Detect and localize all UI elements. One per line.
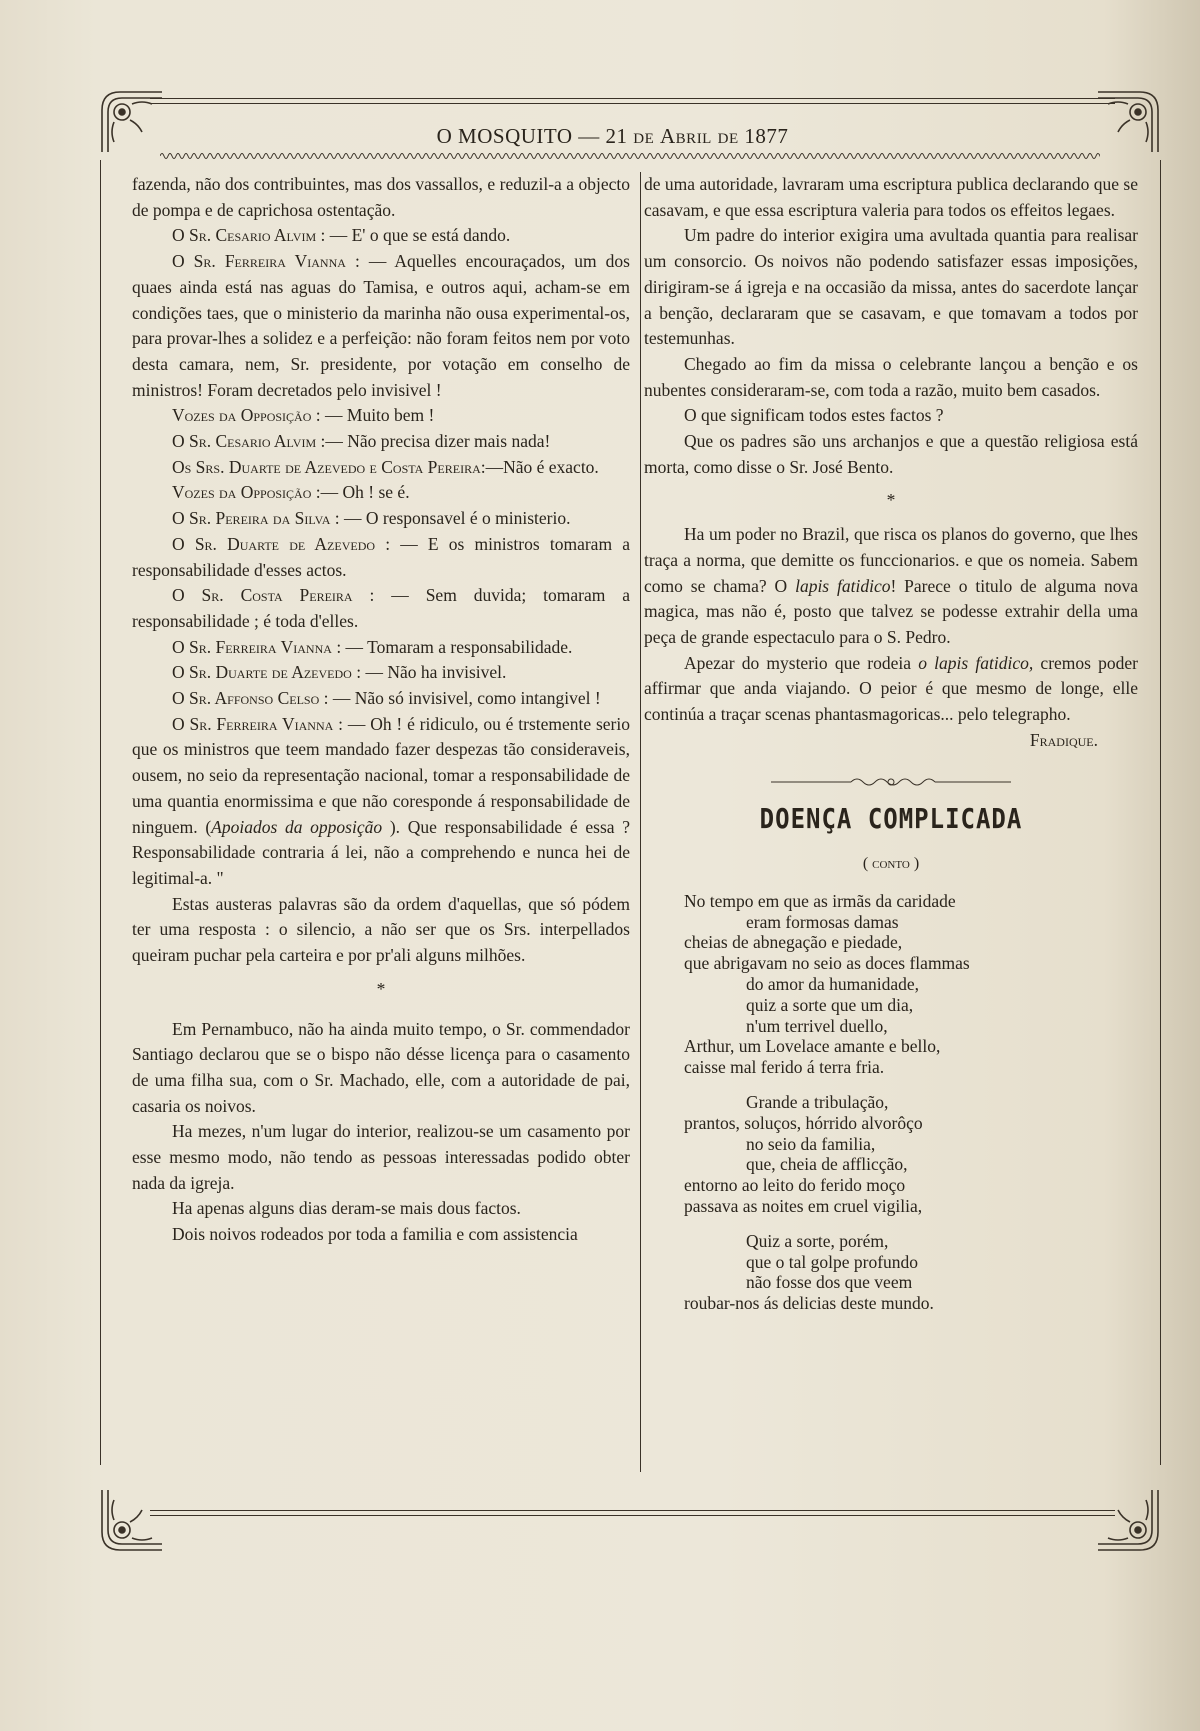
frame-bottom-rule-inner — [150, 1515, 1115, 1516]
frame-right-rule — [1160, 160, 1161, 1465]
speech — [132, 712, 630, 892]
verse-line: no seio da familia, — [746, 1133, 876, 1154]
column-divider — [640, 172, 641, 1472]
speaker: O Sr. Ferreira Vianna — [172, 636, 332, 657]
verse-line: roubar-nos ás delicias deste mundo. — [684, 1293, 934, 1314]
speech-text: : — Muito bem ! — [315, 405, 435, 426]
speech-text: : — Tomaram a responsabilidade. — [336, 636, 573, 657]
verse-line: eram formosas damas — [746, 911, 899, 932]
speech-text: : — O responsavel é o ministerio. — [334, 508, 571, 529]
verse-line: que abrigavam no seio as doces flammas — [684, 953, 970, 974]
italic-aside: Apoiados da opposição — [211, 816, 383, 837]
speech — [132, 660, 630, 686]
speech-text: : — E' o que se está dando. — [320, 225, 511, 246]
masthead-dash: — — [578, 124, 600, 148]
speech — [132, 506, 630, 532]
paragraph: Em Pernambuco, não ha ainda muito tempo, o Sr. commendador Santiago declarou que se o bispo não désse licença para o casamento de uma filha sua, com o Sr. Machado, elle, com a autoridade de pai, casaria os noivos. — [132, 1018, 630, 1116]
story-subtitle: ( conto ) — [862, 855, 920, 873]
verse-line: cheias de abnegação e piedade, — [684, 932, 903, 953]
speech — [132, 249, 630, 403]
speech — [132, 583, 630, 634]
verse-line: prantos, soluços, hórrido alvorôço — [684, 1112, 923, 1133]
frame-left-rule — [100, 160, 101, 1465]
verse-line: quiz a sorte que um dia, — [746, 994, 914, 1015]
wavy-rule-icon — [160, 150, 1100, 162]
speech — [132, 686, 630, 712]
verse-line: passava as noites em cruel vigilia, — [684, 1196, 923, 1217]
paragraph: Ha apenas alguns dias deram-se mais dous factos. — [172, 1198, 521, 1219]
poem — [644, 891, 1138, 1314]
verse-line: não fosse dos que veem — [746, 1272, 913, 1293]
story-title: DOENÇA COMPLICADA — [759, 803, 1023, 836]
frame-top-rule — [150, 98, 1115, 99]
speaker: O Sr. Ferreira Vianna — [172, 713, 334, 734]
masthead-de: de — [633, 124, 655, 148]
italic-phrase: lapis fatidico — [795, 575, 891, 596]
paragraph: Estas austeras palavras são da ordem d'aquellas, que só pódem ter uma resposta : o silencio, a não ser que os Srs. interpellados queiram puchar pela carteira e por pr'ali alguns milhões. — [132, 893, 630, 966]
speech — [132, 223, 630, 249]
speaker: O Sr. Cesario Alvim — [172, 431, 317, 452]
speech — [132, 403, 630, 429]
frame-bottom-rule — [150, 1510, 1115, 1511]
right-column — [644, 172, 1138, 1314]
signature: Fradique. — [1029, 729, 1098, 750]
speech-text: : — Aquelles encouraçados, um dos quaes ainda está nas aguas do Tamisa, e outros aqui, acham-se em condições taes, que o ministerio da marinha não ousa experimental-os, para provar-lhes a solidez e a perfeição: não foram feitos nem por voto desta camara, nem, Sr. presidente, por votação em conselho de ministros! Foram decretados pelo invisivel ! — [132, 251, 630, 400]
verse-line: do amor da humanidade, — [746, 974, 920, 995]
paragraph: fazenda, não dos contribuintes, mas dos vassallos, e reduzil-a a objecto de pompa e de caprichosa ostentação. — [132, 174, 630, 220]
verse-line: que, cheia de afflicção, — [746, 1154, 908, 1175]
speech-text: :— Oh ! se é. — [315, 482, 410, 503]
section-separator: * — [376, 978, 386, 999]
stanza-gap — [684, 1078, 1138, 1092]
verse-line: n'um terrivel duello, — [746, 1015, 888, 1036]
speech-text: :— Não precisa dizer mais nada! — [320, 431, 551, 452]
masthead-month: Abril — [660, 124, 712, 148]
speaker: O Sr. Duarte de Azevedo — [172, 533, 376, 554]
speaker: O Sr. Cesario Alvim — [172, 225, 317, 246]
corner-ornament-icon — [1088, 82, 1168, 162]
speech-text: : — Oh ! é ridiculo, ou é trstemente serio que os ministros que teem mandado fazer despezas tão consideraveis, ousem, no seio da representação nacional, tomar a responsabilidade de uma quantia enormissima e que não coresponde á responsabilidade de ninguem. ( — [132, 713, 630, 837]
verse-line: Arthur, um Lovelace amante e bello, — [684, 1036, 941, 1057]
masthead-year: 1877 — [744, 124, 789, 148]
speaker: Os Srs. Duarte de Azevedo e Costa Pereira — [172, 456, 481, 477]
paragraph: Dois noivos rodeados por toda a familia e com assistencia — [172, 1224, 578, 1245]
frame-top-rule-inner — [150, 103, 1115, 104]
speech-text: ). Que responsabilidade é essa ? Responsabilidade contraria á lei, não a comprehendo e nunca hei de legitimal-a. " — [132, 816, 630, 888]
speech — [132, 429, 630, 455]
verse-line: que o tal golpe profundo — [746, 1251, 919, 1272]
paragraph-text: cremos poder affirmar que anda viajando. O peior é que mesmo de longe, elle continúa a traçar scenas phantasmagoricas... pelo telegrapho. — [644, 652, 1138, 725]
verse-line: entorno ao leito do ferido moço — [684, 1175, 906, 1196]
speech-text: : — Sem duvida; tomaram a responsabilidade ; é toda d'elles. — [132, 585, 630, 631]
italic-phrase: o lapis fatidico, — [918, 652, 1034, 673]
section-separator: * — [886, 490, 896, 511]
speech-text: : — Não ha invisivel. — [356, 662, 507, 683]
verse-line: caisse mal ferido á terra fria. — [684, 1057, 885, 1078]
verse-line: No tempo em que as irmãs da caridade — [684, 890, 956, 911]
paragraph: Chegado ao fim da missa o celebrante lançou a benção e os nubentes consideraram-se, com toda a razão, muito bem casados. — [644, 353, 1138, 400]
speaker: O Sr. Duarte de Azevedo — [172, 662, 352, 683]
masthead-title: O MOSQUITO — [436, 124, 573, 148]
paragraph — [644, 651, 1138, 728]
speaker: O Sr. Affonso Celso — [172, 688, 320, 709]
speaker: O Sr. Ferreira Vianna — [172, 251, 346, 272]
speech — [132, 480, 630, 506]
corner-ornament-icon — [1088, 1480, 1168, 1560]
masthead — [150, 124, 1075, 149]
speaker: Vozes da Opposição — [172, 482, 312, 503]
stanza — [684, 1092, 1138, 1217]
speech — [132, 455, 630, 481]
stanza-gap — [684, 1217, 1138, 1231]
paragraph: de uma autoridade, lavraram uma escriptura publica declarando que se casavam, e que essa escriptura valeria para todos os effeitos legaes. — [644, 174, 1138, 220]
masthead-de: de — [717, 124, 739, 148]
corner-ornament-icon — [92, 1480, 172, 1560]
speech-text: : — Não só invisivel, como intangivel ! — [323, 688, 601, 709]
speech-text: : — E os ministros tomaram a responsabilidade d'esses actos. — [132, 533, 630, 580]
paragraph: Ha mezes, n'um lugar do interior, realizou-se um casamento por esse mesmo modo, não tendo as pessoas interessadas podido obter nada da igreja. — [132, 1121, 630, 1193]
paragraph-text: Ha um poder no Brazil, que risca os planos do governo, que lhes traça a norma, que demitte os funccionarios. e que os nomeia. Sabem como se chama? O — [644, 524, 1138, 596]
paragraph-text: Apezar do mysterio que rodeia — [684, 652, 919, 673]
paragraph: O que significam todos estes factos ? — [684, 405, 944, 426]
speech — [132, 635, 630, 661]
speaker: O Sr. Costa Pereira — [172, 585, 353, 606]
speaker: Vozes da Opposição — [172, 405, 312, 426]
paragraph-text: ! Parece o titulo de alguma nova magica, mas não é, posto que talvez se podesse extrahir della uma peça de grande espectaculo para o S. Pedro. — [644, 575, 1138, 647]
paragraph — [644, 522, 1138, 651]
verse-line: Quiz a sorte, porém, — [746, 1230, 889, 1251]
verse-line: Grande a tribulação, — [746, 1092, 889, 1113]
stanza — [684, 1231, 1138, 1314]
left-column — [132, 172, 630, 1248]
speech-text: :—Não é exacto. — [480, 456, 599, 477]
speaker: O Sr. Pereira da Silva — [172, 508, 331, 529]
speech — [132, 532, 630, 583]
stanza — [684, 891, 1138, 1078]
paragraph: Um padre do interior exigira uma avultada quantia para realisar um consorcio. Os noivos não podendo satisfazer essas imposições, dirigiram-se á igreja e na occasião da missa, antes do sacerdote lançar a benção, declararam que se casavam, e que tomavam a todos por testemunhas. — [644, 225, 1138, 349]
ornament-divider-icon — [771, 775, 1011, 789]
masthead-day: 21 — [605, 124, 628, 148]
paragraph: Que os padres são uns archanjos e que a questão religiosa está morta, como disse o Sr. José Bento. — [644, 431, 1138, 477]
